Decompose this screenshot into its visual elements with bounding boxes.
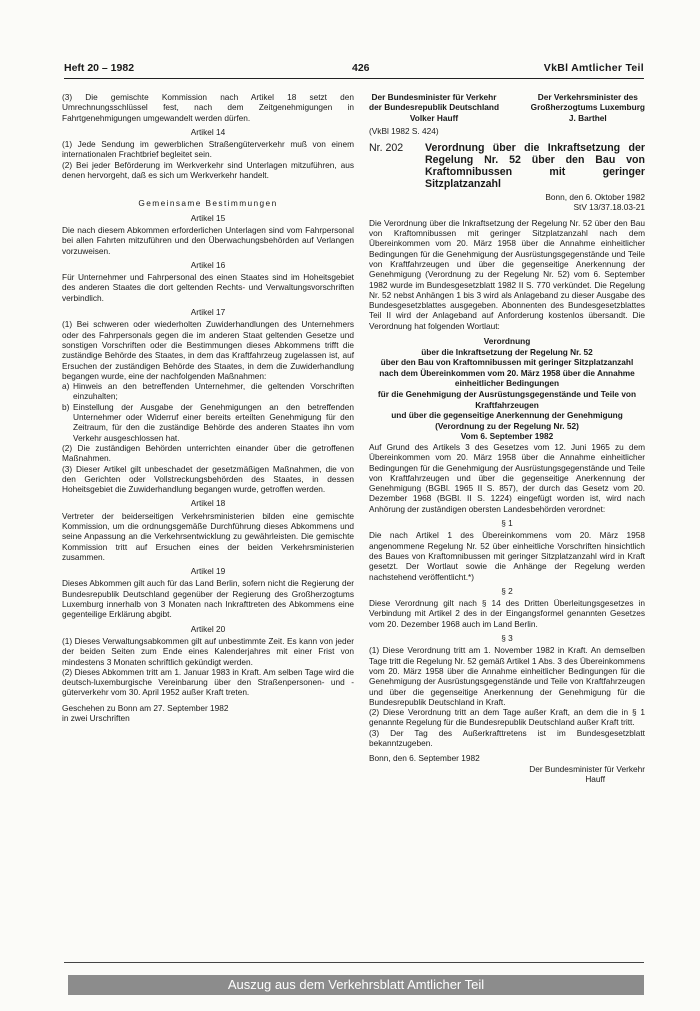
paragraph: (1) Dieses Verwaltungsabkommen gilt auf unbestimmte Zeit. Es kann von jeder der beiden Seiten zum Ende eines Kalenderjahres mit einer Frist von mindestens 3 Monaten schriftlich gekündigt werden. — [62, 635, 354, 667]
ordinance-heading — [369, 336, 645, 442]
list-item — [62, 381, 354, 402]
title-text: Verordnung über die Inkraftsetzung der Regelung Nr. 52 über den Bau von Kraftomnibussen mit geringer Sitzplatzanzahl — [425, 142, 645, 191]
signatory-title: Der Verkehrsminister des — [537, 92, 638, 102]
article-heading: Artikel 16 — [190, 259, 226, 270]
paragraph: (2) Diese Verordnung tritt an dem Tage außer Kraft, an dem die in § 1 genannte Regelung für die Bundesrepublik Deutschland außer Kraft tritt. — [369, 707, 645, 728]
heading-line: Vom 6. September 1982 — [460, 431, 554, 442]
document-title — [369, 142, 645, 190]
paragraph: Für Unternehmer und Fahrpersonal des einen Staates sind im Hoheitsgebiet des anderen Staates die dort geltenden Rechts- und Verwaltungsvorschriften verbindlich. — [62, 272, 354, 303]
list-marker: a) — [62, 381, 70, 392]
heading-line: Verordnung — [483, 336, 531, 347]
paragraph: Diese Verordnung gilt nach § 14 des Dritten Überleitungsgesetzes in Verbindung mit Artikel 2 des in der Eingangsformel genannten Gesetzes vom 20. Dezember 1968 auch im Land Berlin. — [369, 598, 645, 629]
signing-copies: in zwei Urschriften — [62, 713, 130, 724]
signatory-name: Volker Hauff — [409, 112, 459, 123]
paragraph: (2) Die zuständigen Behörden unterrichten einander über die getroffenen Maßnahmen. — [62, 442, 354, 464]
signatory-title: Großherzogtums Luxemburg — [530, 102, 645, 113]
heading-line: über den Bau von Kraftomnibussen mit geringer Sitzplatzanzahl — [380, 357, 634, 368]
signature-block — [369, 92, 645, 123]
article-heading: Artikel 19 — [190, 566, 226, 577]
footer-rule — [64, 962, 644, 963]
page-header — [64, 62, 644, 79]
list-text: Hinweis an den betreffenden Unternehmer, die geltenden Vorschriften einzuhalten; — [73, 381, 354, 402]
paragraph: (3) Der Tag des Außerkrafttretens ist im Bundesgesetzblatt bekanntzugeben. — [369, 727, 645, 748]
article-heading: Artikel 14 — [190, 126, 226, 137]
paragraph: Die nach diesem Abkommen erforderlichen Unterlagen sind vom Fahrpersonal bei allen Fahrten mitzuführen und den Überwachungsbehörden auf Verlangen vorzuweisen. — [62, 224, 354, 256]
issue-date: Bonn, den 6. Oktober 1982 — [545, 192, 645, 203]
reference: (VkBl 1982 S. 424) — [369, 125, 439, 136]
list-text: Einstellung der Ausgabe der Genehmigungen an den betreffenden Unternehmer oder Widerruf einer bereits erteilten Genehmigung für den Zeitraum, für den die zuständige Behörde des anderen Staates ihn vom Verkehr ausgeschlossen hat. — [73, 401, 354, 443]
section-sign: § 3 — [501, 633, 513, 644]
list-item — [62, 402, 354, 443]
issue-label: Heft 20 – 1982 — [64, 62, 135, 74]
right-column — [369, 92, 645, 784]
section-heading: Gemeinsame Bestimmungen — [138, 198, 278, 209]
closing-name: Hauff — [585, 773, 605, 784]
paragraph: (1) Diese Verordnung tritt am 1. November 1982 in Kraft. An demselben Tage tritt die Regelung Nr. 52 gemäß Artikel 1 Abs. 3 des Übereinkommens vom 20. März 1958 über die Annahme einheitlicher Bedingungen für die Genehmigung der Ausrüstungsgegenstände und Teile von Kraftfahrzeugen und über die gegenseitige Anerkennung der Genehmigung für die Bundesrepublik Deutschland in Kraft. — [369, 645, 645, 707]
paragraph: Die nach Artikel 1 des Übereinkommens vom 20. März 1958 angenommene Regelung Nr. 52 über einheitliche Vorschriften hinsichtlich des Baues von Kraftomnibussen mit geringer Sitzplatzanzahl wird in Kraft gesetzt. Der Wortlaut sowie die Anhänge der Regelung werden nachstehend veröffentlicht.*) — [369, 530, 645, 582]
article-heading: Artikel 18 — [190, 498, 226, 509]
closing-place: Bonn, den 6. September 1982 — [369, 753, 480, 764]
signing-place: Geschehen zu Bonn am 27. September 1982 — [62, 702, 229, 713]
section-sign: § 2 — [501, 585, 513, 596]
footer-banner: Auszug aus dem Verkehrsblatt Amtlicher Teil — [68, 975, 644, 995]
section-sign: § 1 — [501, 518, 513, 529]
paragraph: Die Verordnung über die Inkraftsetzung der Regelung Nr. 52 über den Bau von Kraftomnibussen mit geringer Sitzplatzanzahl nach dem Übereinkommen vom 20. März 1958 über die Annahme einheitlicher Bedingungen für die Genehmigung der Ausrüstungsgegenstände und Teile von Kraftfahrzeugen und über die gegenseitige Anerkennung der Genehmigung (Verordnung zu der Regelung Nr. 52) vom 6. September 1982 wurde im Bundesgesetzblatt 1982 II S. 770 verkündet. Die Regelung Nr. 52 nebst Anhängen 1 bis 3 wird als Anlageband zu dieser Ausgabe des Bundesgesetzblattes ausgegeben. Abonnenten des Bundesgesetzblattes Teil II wird der Anlageband auf Anforderung kostenlos übersandt. Die Verordnung hat folgenden Wortlaut: — [369, 217, 645, 331]
article-heading: Artikel 15 — [190, 212, 226, 223]
paragraph: (2) Dieses Abkommen tritt am 1. Januar 1983 in Kraft. Am selben Tage wird die deutsch-luxemburgische Vereinbarung über den Straßenpersonen- und -güterverkehr vom 30. April 1952 außer Kraft treten. — [62, 666, 354, 698]
page-number: 426 — [352, 62, 370, 74]
paragraph: (1) Bei schweren oder wiederholten Zuwiderhandlungen des Unternehmers oder des Fahrpersonals gegen die im anderen Staat geltenden Gesetze und sonstigen Vorschriften oder die Bestimmungen dieses Abkommens trifft die zuständige Behörde des Staates, in dem das Kraftfahrzeug zugelassen ist, auf Ersuchen der zuständigen Behörde des Staates, in dem die Zuwiderhandlung begangen wurde, eine der nachfolgenden Maßnahmen: — [62, 319, 354, 381]
paragraph: Vertreter der beiderseitigen Verkehrsministerien bilden eine gemischte Kommission, um die ordnungsgemäße Durchführung dieses Abkommens und seine Anpassung an die Verkehrsentwicklung zu gewährleisten. Die gemischte Kommission tritt auf Ersuchen eines der beiden Verkehrsministerien zusammen. — [62, 510, 354, 562]
document-number: Nr. 202 — [369, 142, 404, 155]
left-column — [62, 92, 354, 723]
heading-line: über die Inkraftsetzung der Regelung Nr. 52 — [421, 346, 593, 357]
heading-line: (Verordnung zu der Regelung Nr. 52) — [435, 420, 579, 431]
article-heading: Artikel 17 — [190, 307, 226, 318]
article-heading: Artikel 20 — [190, 623, 226, 634]
paragraph: (3) Die gemischte Kommission nach Artikel 18 setzt den Umrechnungsschlüssel fest, nach dem Zeitgenehmigungen in Fahrtgenehmigungen umgewandelt werden dürfen. — [62, 92, 354, 123]
signatory-title: der Bundesrepublik Deutschland — [369, 102, 500, 113]
journal-section: VkBl Amtlicher Teil — [543, 62, 644, 74]
heading-line: nach dem Übereinkommen vom 20. März 1958 über die Annahme einheitlicher Bedingungen — [379, 367, 635, 389]
paragraph: (1) Jede Sendung im gewerblichen Straßengüterverkehr muß von einem internationalen Frachtbrief begleitet sein. — [62, 139, 354, 160]
file-reference: StV 13/37.18.03-21 — [573, 202, 645, 213]
paragraph: (2) Bei jeder Beförderung im Werkverkehr sind Unterlagen mitzuführen, aus denen hervorgeht, daß es sich um Werkverkehr handelt. — [62, 159, 354, 181]
list-marker: b) — [62, 401, 70, 412]
heading-line: und über die gegenseitige Anerkennung der Genehmigung — [391, 410, 623, 421]
closing-title: Der Bundesminister für Verkehr — [529, 763, 645, 774]
heading-line: für die Genehmigung der Ausrüstungsgegenstände und Teile von Kraftfahrzeugen — [377, 389, 637, 410]
paragraph: Auf Grund des Artikels 3 des Gesetzes vom 12. Juni 1965 zu dem Übereinkommen vom 20. März 1958 über die Annahme einheitlicher Bedingungen für die Genehmigung der Ausrüstungsgegenstände und Teile von Kraftfahrzeugen und über die gegenseitige Anerkennung der Genehmigung (BGBl. 1965 II S. 857), der durch das Gesetz vom 20. Dezember 1968 (BGBl. II S. 1224) eingefügt worden ist, wird nach Anhörung der zuständigen obersten Landesbehörden verordnet: — [369, 441, 645, 514]
signatory-name: J. Barthel — [568, 112, 607, 123]
paragraph: Dieses Abkommen gilt auch für das Land Berlin, sofern nicht die Regierung der Bundesrepublik Deutschland gegenüber der Regierung des Großherzogtums Luxemburg innerhalb von 3 Monaten nach Inkrafttreten des Abkommens eine gegenteilige Erklärung abgibt. — [62, 578, 354, 620]
signatory-title: Der Bundesminister für Verkehr — [371, 92, 497, 102]
paragraph: (3) Dieser Artikel gilt unbeschadet der gesetzmäßigen Maßnahmen, die von den Gerichten oder Vollstreckungsbehörden des Staates, in dessen Hoheitsgebiet die Zuwiderhandlung begangen wurde, getroffen werden. — [62, 463, 354, 495]
